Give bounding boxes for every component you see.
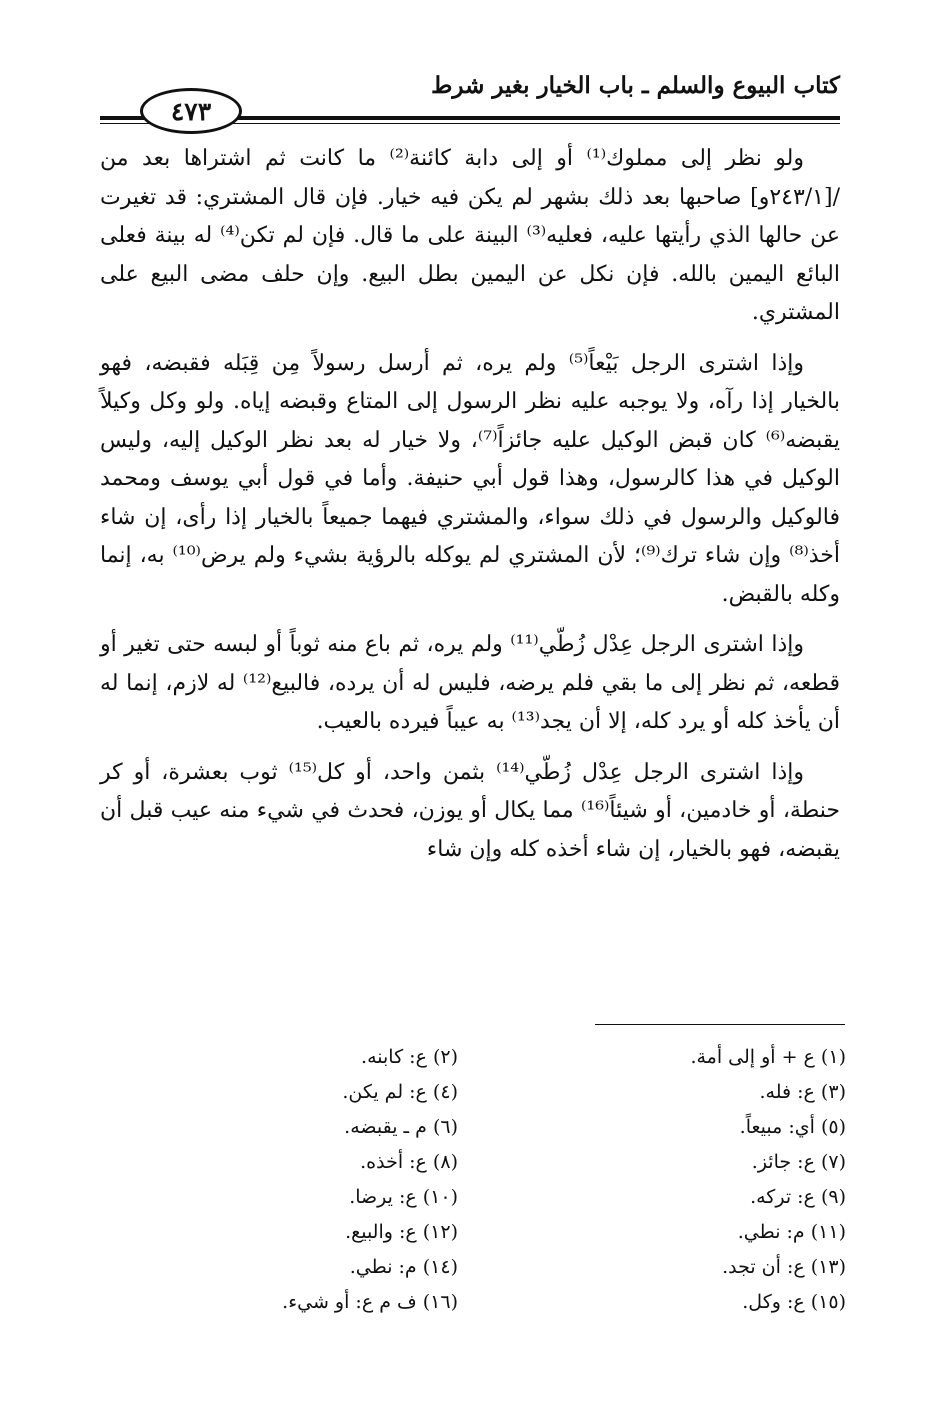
- footnote: (١١) م: نطي.: [737, 1221, 846, 1243]
- footnote: (٣) ع: فله.: [759, 1081, 846, 1103]
- footnote: (٦) م ـ يقبضه.: [344, 1116, 458, 1138]
- paragraph: وإذا اشترى الرجل عِدْل زُطّي⁽¹⁴⁾ بثمن واحد، أو كل⁽¹⁵⁾ ثوب بعشرة، أو كر حنطة، أو خادمين، أو شيئاً⁽¹⁶⁾ مما يكال أو يوزن، فحدث في شيء منه عيب قبل أن يقبضه، فهو بالخيار، إن شاء أخذه كله وإن شاء: [100, 759, 840, 862]
- footnote: (١٥) ع: وكل.: [742, 1291, 846, 1313]
- footnote: (١٦) ف م ع: أو شيء.: [282, 1291, 458, 1313]
- paragraph: ولو نظر إلى مملوك⁽¹⁾ أو إلى دابة كائنة⁽²⁾ ما كانت ثم اشتراها بعد من /[٢٤٣/١و] صاحبها بعد ذلك بشهر لم يكن فيه خيار. فإن قال المشتري: قد تغيرت عن حالها الذي رأيتها عليه، فعليه⁽³⁾ البينة على ما قال. فإن لم تكن⁽⁴⁾ له بينة فعلى البائع اليمين بالله. فإن نكل عن اليمين بطل البيع. وإن حلف مضى البيع على المشتري.: [100, 146, 841, 325]
- footnote: (٥) أي: مبيعاً.: [739, 1116, 846, 1138]
- paragraph: وإذا اشترى الرجل بَيْعاً⁽⁵⁾ ولم يره، ثم أرسل رسولاً مِن قِبَله فقبضه، فهو بالخيار إذا رآه، ولا يوجبه عليه نظر الرسول إلى المتاع وقبضه إياه. ولو وكل وكيلاً يقبضه⁽⁶⁾ كان قبض الوكيل عليه جائزاً⁽⁷⁾، ولا خيار له بعد نظر الوكيل إليه، وليس الوكيل في هذا كالرسول، وهذا قول أبي حنيفة. وأما في قول أبي يوسف ومحمد فالوكيل والرسول في ذلك سواء، والمشتري فيهما جميعاً بالخيار إذا رأى، إن شاء أخذ⁽⁸⁾ وإن شاء ترك⁽⁹⁾؛ لأن المشتري لم يوكله بالرؤية بشيء ولم يرض⁽¹⁰⁾ به، إنما وكله بالقبض.: [100, 350, 841, 607]
- footnote: (٨) ع: أخذه.: [360, 1151, 458, 1173]
- footnote: (١٤) م: نطي.: [349, 1256, 458, 1278]
- paragraph: وإذا اشترى الرجل عِدْل زُطّي⁽¹¹⁾ ولم يره، ثم باع منه ثوباً أو لبسه حتى تغير أو قطعه، ثم نظر إلى ما بقي فلم يرضه، فليس له أن يرده، فالبيع⁽¹²⁾ له لازم، إنما له أن يأخذ كله أو يرد كله، إلا أن يجد⁽¹³⁾ به عيباً فيرده بالعيب.: [100, 632, 840, 734]
- page-number-badge: [140, 88, 242, 134]
- footnote: (٩) ع: تركه.: [750, 1186, 846, 1208]
- footnote-separator: [595, 1024, 845, 1025]
- main-text: [100, 140, 840, 881]
- footnote: (١٠) ع: يرضا.: [349, 1186, 458, 1208]
- footnotes-odd-column: [516, 1040, 846, 1320]
- page-number: ٤٧٣: [170, 96, 212, 126]
- footnote: (٢) ع: كابنه.: [361, 1046, 458, 1068]
- footnote: (١٣) ع: أن تجد.: [722, 1256, 846, 1278]
- footnote: (١٢) ع: والبيع.: [345, 1221, 458, 1243]
- footnote: (٤) ع: لم يكن.: [342, 1081, 458, 1103]
- footnote: (١) ع + أو إلى أمة.: [690, 1046, 846, 1068]
- footnote: (٧) ع: جائز.: [751, 1151, 846, 1173]
- running-header-title: كتاب البيوع والسلم ـ باب الخيار بغير شرط: [431, 72, 840, 99]
- footnotes-even-column: [128, 1040, 458, 1320]
